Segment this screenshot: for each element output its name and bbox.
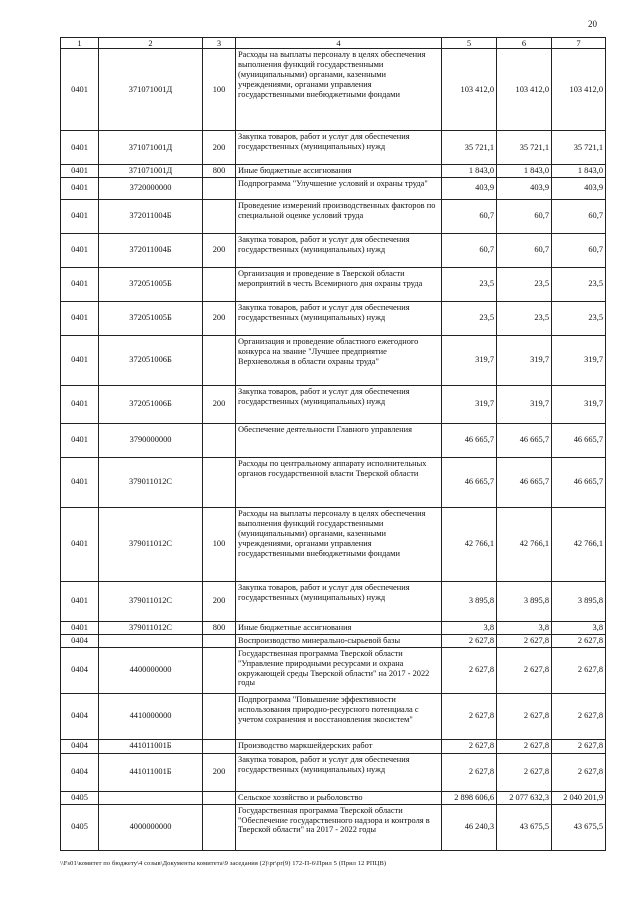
table-row xyxy=(61,335,606,385)
row-expense-type: 200 xyxy=(203,753,236,791)
row-amount-2: 35 721,1 xyxy=(497,131,552,165)
table-row xyxy=(61,301,606,335)
table-row xyxy=(61,739,606,753)
row-name: Закупка товаров, работ и услуг для обеспечения государственных (муниципальных) нужд xyxy=(236,385,442,423)
row-amount-1: 3,8 xyxy=(442,621,497,634)
row-section-code: 0405 xyxy=(61,791,99,804)
table-row xyxy=(61,634,606,647)
row-section-code: 0401 xyxy=(61,507,99,581)
row-name: Иные бюджетные ассигнования xyxy=(236,165,442,178)
row-amount-2: 2 627,8 xyxy=(497,753,552,791)
row-name: Закупка товаров, работ и услуг для обеспечения государственных (муниципальных) нужд xyxy=(236,301,442,335)
table-row xyxy=(61,791,606,804)
row-name: Иные бюджетные ассигнования xyxy=(236,621,442,634)
row-amount-1: 60,7 xyxy=(442,233,497,267)
row-amount-3: 319,7 xyxy=(552,385,606,423)
row-target-code: 4000000000 xyxy=(99,804,203,850)
row-section-code: 0401 xyxy=(61,131,99,165)
row-amount-3: 2 627,8 xyxy=(552,753,606,791)
table-row xyxy=(61,131,606,165)
table-row xyxy=(61,804,606,850)
row-expense-type xyxy=(203,634,236,647)
row-expense-type xyxy=(203,457,236,507)
row-section-code: 0401 xyxy=(61,177,99,199)
row-amount-2: 319,7 xyxy=(497,385,552,423)
row-amount-1: 319,7 xyxy=(442,335,497,385)
row-amount-1: 46 665,7 xyxy=(442,423,497,457)
row-target-code: 371071001Д xyxy=(99,165,203,178)
row-amount-3: 403,9 xyxy=(552,177,606,199)
row-expense-type xyxy=(203,647,236,693)
row-target-code: 441011001Б xyxy=(99,739,203,753)
row-expense-type: 100 xyxy=(203,49,236,131)
row-amount-3: 60,7 xyxy=(552,233,606,267)
row-amount-1: 319,7 xyxy=(442,385,497,423)
header-col-4: 4 xyxy=(236,38,442,49)
row-amount-1: 2 898 606,6 xyxy=(442,791,497,804)
row-name: Подпрограмма "Повышение эффективности использования природно-ресурсного потенциала с учетом сохранения и восстановления экосистем" xyxy=(236,693,442,739)
row-amount-2: 23,5 xyxy=(497,301,552,335)
row-amount-3: 2 040 201,9 xyxy=(552,791,606,804)
row-expense-type xyxy=(203,267,236,301)
row-section-code: 0401 xyxy=(61,423,99,457)
row-amount-3: 3 895,8 xyxy=(552,581,606,621)
table-row xyxy=(61,423,606,457)
row-amount-1: 60,7 xyxy=(442,199,497,233)
row-name: Производство маркшейдерских работ xyxy=(236,739,442,753)
table-row xyxy=(61,507,606,581)
row-amount-1: 2 627,8 xyxy=(442,634,497,647)
row-amount-1: 42 766,1 xyxy=(442,507,497,581)
header-col-3: 3 xyxy=(203,38,236,49)
row-section-code: 0404 xyxy=(61,647,99,693)
row-target-code: 372011004Б xyxy=(99,233,203,267)
row-target-code: 3720000000 xyxy=(99,177,203,199)
table-row xyxy=(61,165,606,178)
row-amount-2: 2 627,8 xyxy=(497,647,552,693)
table-row xyxy=(61,693,606,739)
row-amount-3: 42 766,1 xyxy=(552,507,606,581)
row-amount-2: 2 077 632,3 xyxy=(497,791,552,804)
row-expense-type xyxy=(203,693,236,739)
row-name: Закупка товаров, работ и услуг для обеспечения государственных (муниципальных) нужд xyxy=(236,233,442,267)
row-section-code: 0404 xyxy=(61,753,99,791)
row-section-code: 0401 xyxy=(61,457,99,507)
header-row xyxy=(61,38,606,49)
row-amount-1: 46 240,3 xyxy=(442,804,497,850)
row-amount-2: 60,7 xyxy=(497,199,552,233)
row-amount-2: 43 675,5 xyxy=(497,804,552,850)
header-col-7: 7 xyxy=(552,38,606,49)
row-amount-1: 403,9 xyxy=(442,177,497,199)
row-amount-1: 35 721,1 xyxy=(442,131,497,165)
row-amount-2: 1 843,0 xyxy=(497,165,552,178)
row-amount-2: 403,9 xyxy=(497,177,552,199)
row-section-code: 0401 xyxy=(61,581,99,621)
row-amount-2: 3 895,8 xyxy=(497,581,552,621)
row-target-code: 379011012С xyxy=(99,581,203,621)
row-target-code: 379011012С xyxy=(99,621,203,634)
row-name: Расходы на выплаты персоналу в целях обеспечения выполнения функций государственными (муниципальными) органами, казенными учреждениями, органами управления государственными внебюджетными фондами xyxy=(236,49,442,131)
row-amount-3: 319,7 xyxy=(552,335,606,385)
row-name: Сельское хозяйство и рыболовство xyxy=(236,791,442,804)
row-amount-3: 2 627,8 xyxy=(552,739,606,753)
row-amount-2: 103 412,0 xyxy=(497,49,552,131)
header-col-1: 1 xyxy=(61,38,99,49)
row-amount-1: 3 895,8 xyxy=(442,581,497,621)
table-row xyxy=(61,581,606,621)
row-amount-1: 1 843,0 xyxy=(442,165,497,178)
table-row xyxy=(61,233,606,267)
row-name: Воспроизводство минерально-сырьевой базы xyxy=(236,634,442,647)
row-amount-2: 23,5 xyxy=(497,267,552,301)
row-amount-3: 1 843,0 xyxy=(552,165,606,178)
row-expense-type: 100 xyxy=(203,507,236,581)
row-name: Расходы на выплаты персоналу в целях обеспечения выполнения функций государственными (муниципальными) органами, казенными учреждениями, органами управления государственными внебюджетными фондами xyxy=(236,507,442,581)
row-amount-3: 103 412,0 xyxy=(552,49,606,131)
row-amount-3: 23,5 xyxy=(552,267,606,301)
row-expense-type: 200 xyxy=(203,301,236,335)
row-amount-1: 2 627,8 xyxy=(442,647,497,693)
row-expense-type xyxy=(203,177,236,199)
row-expense-type xyxy=(203,199,236,233)
row-section-code: 0401 xyxy=(61,165,99,178)
table-body xyxy=(61,49,606,851)
row-target-code: 371071001Д xyxy=(99,131,203,165)
row-section-code: 0401 xyxy=(61,267,99,301)
row-amount-1: 23,5 xyxy=(442,301,497,335)
table-row xyxy=(61,49,606,131)
row-target-code xyxy=(99,634,203,647)
row-target-code: 371071001Д xyxy=(99,49,203,131)
row-section-code: 0401 xyxy=(61,199,99,233)
row-name: Государственная программа Тверской области "Обеспечение государственного надзора и контроля в Тверской области" на 2017 - 2022 годы xyxy=(236,804,442,850)
header-col-5: 5 xyxy=(442,38,497,49)
row-amount-3: 43 675,5 xyxy=(552,804,606,850)
table-row xyxy=(61,177,606,199)
row-target-code: 4410000000 xyxy=(99,693,203,739)
row-amount-1: 103 412,0 xyxy=(442,49,497,131)
budget-table xyxy=(60,37,606,851)
table-row xyxy=(61,385,606,423)
row-target-code: 379011012С xyxy=(99,457,203,507)
row-amount-3: 23,5 xyxy=(552,301,606,335)
row-expense-type xyxy=(203,791,236,804)
page-number: 20 xyxy=(588,19,597,29)
row-amount-2: 60,7 xyxy=(497,233,552,267)
row-section-code: 0405 xyxy=(61,804,99,850)
row-name: Закупка товаров, работ и услуг для обеспечения государственных (муниципальных) нужд xyxy=(236,753,442,791)
row-name: Организация и проведение областного ежегодного конкурса на звание "Лучшее предприятие Верхневолжья в области охраны труда" xyxy=(236,335,442,385)
row-target-code: 441011001Б xyxy=(99,753,203,791)
row-section-code: 0401 xyxy=(61,335,99,385)
row-amount-3: 2 627,8 xyxy=(552,693,606,739)
row-amount-2: 2 627,8 xyxy=(497,693,552,739)
row-expense-type xyxy=(203,739,236,753)
row-amount-3: 46 665,7 xyxy=(552,423,606,457)
row-amount-2: 319,7 xyxy=(497,335,552,385)
row-target-code: 372051005Б xyxy=(99,301,203,335)
row-expense-type xyxy=(203,423,236,457)
table-row xyxy=(61,753,606,791)
row-name: Подпрограмма "Улучшение условий и охраны труда" xyxy=(236,177,442,199)
row-expense-type: 200 xyxy=(203,131,236,165)
row-section-code: 0404 xyxy=(61,739,99,753)
row-amount-1: 46 665,7 xyxy=(442,457,497,507)
row-section-code: 0404 xyxy=(61,693,99,739)
row-amount-3: 3,8 xyxy=(552,621,606,634)
row-target-code: 372011004Б xyxy=(99,199,203,233)
table-row xyxy=(61,267,606,301)
footer-path: \\Fs01\комитет по бюджету\4 созыв\Документы комитета\9 заседания (2)\pr\pr(9) 172-П-6\Прил 5 (Прил 12 РПЦВ) xyxy=(60,860,387,867)
row-target-code: 372051006Б xyxy=(99,335,203,385)
row-amount-1: 2 627,8 xyxy=(442,739,497,753)
row-name: Закупка товаров, работ и услуг для обеспечения государственных (муниципальных) нужд xyxy=(236,131,442,165)
row-expense-type xyxy=(203,804,236,850)
row-expense-type: 800 xyxy=(203,165,236,178)
row-target-code: 372051005Б xyxy=(99,267,203,301)
row-expense-type xyxy=(203,335,236,385)
table-row xyxy=(61,457,606,507)
row-expense-type: 200 xyxy=(203,385,236,423)
row-amount-3: 2 627,8 xyxy=(552,647,606,693)
row-name: Расходы по центральному аппарату исполнительных органов государственной власти Тверской области xyxy=(236,457,442,507)
row-amount-3: 2 627,8 xyxy=(552,634,606,647)
row-target-code: 379011012С xyxy=(99,507,203,581)
row-name: Обеспечение деятельности Главного управления xyxy=(236,423,442,457)
row-section-code: 0401 xyxy=(61,621,99,634)
row-name: Организация и проведение в Тверской области мероприятий в честь Всемирного дня охраны труда xyxy=(236,267,442,301)
row-amount-2: 46 665,7 xyxy=(497,423,552,457)
row-section-code: 0401 xyxy=(61,385,99,423)
row-expense-type: 200 xyxy=(203,581,236,621)
row-name: Государственная программа Тверской области "Управление природными ресурсами и охрана окружающей среды Тверской области" на 2017 - 2022 годы xyxy=(236,647,442,693)
row-expense-type: 800 xyxy=(203,621,236,634)
row-amount-2: 2 627,8 xyxy=(497,739,552,753)
table-row xyxy=(61,199,606,233)
row-name: Закупка товаров, работ и услуг для обеспечения государственных (муниципальных) нужд xyxy=(236,581,442,621)
row-section-code: 0401 xyxy=(61,233,99,267)
row-target-code: 4400000000 xyxy=(99,647,203,693)
row-section-code: 0404 xyxy=(61,634,99,647)
table-row xyxy=(61,621,606,634)
row-amount-1: 23,5 xyxy=(442,267,497,301)
row-amount-3: 46 665,7 xyxy=(552,457,606,507)
row-target-code: 372051006Б xyxy=(99,385,203,423)
header-col-6: 6 xyxy=(497,38,552,49)
row-amount-3: 35 721,1 xyxy=(552,131,606,165)
row-amount-3: 60,7 xyxy=(552,199,606,233)
row-name: Проведение измерений производственных факторов по специальной оценке условий труда xyxy=(236,199,442,233)
row-target-code xyxy=(99,791,203,804)
row-section-code: 0401 xyxy=(61,301,99,335)
header-col-2: 2 xyxy=(99,38,203,49)
row-target-code: 3790000000 xyxy=(99,423,203,457)
row-amount-2: 2 627,8 xyxy=(497,634,552,647)
row-section-code: 0401 xyxy=(61,49,99,131)
row-amount-2: 3,8 xyxy=(497,621,552,634)
row-amount-1: 2 627,8 xyxy=(442,753,497,791)
row-amount-1: 2 627,8 xyxy=(442,693,497,739)
row-amount-2: 42 766,1 xyxy=(497,507,552,581)
row-expense-type: 200 xyxy=(203,233,236,267)
table-row xyxy=(61,647,606,693)
row-amount-2: 46 665,7 xyxy=(497,457,552,507)
